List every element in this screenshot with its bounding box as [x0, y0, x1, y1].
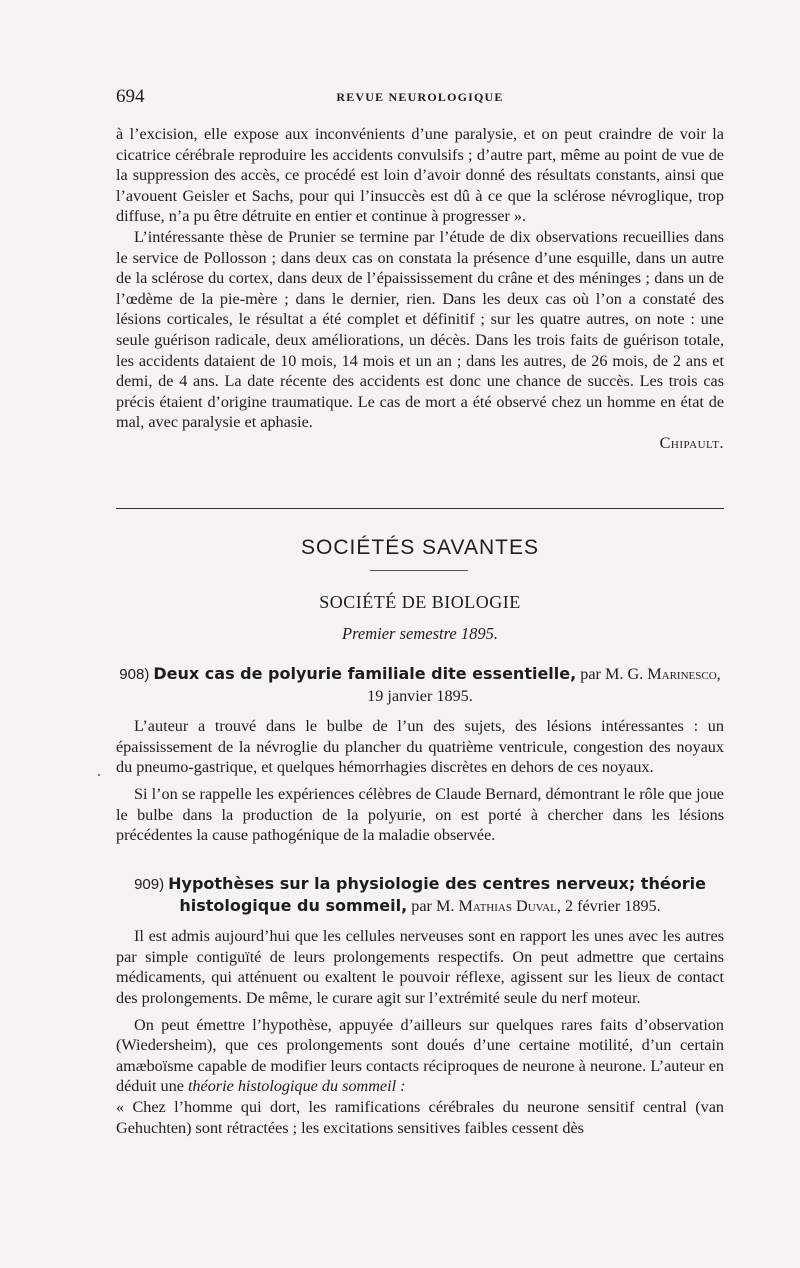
- entry-908-paragraph: L’auteur a trouvé dans le bulbe de l’un des sujets, des lésions intéressantes : un épaississement de la névroglie du plancher du quatrième ventricule, congestion des noyaux du pneumo-gastrique, et quelques hémorrhagies discrètes en dehors de ces noyaux.: [116, 717, 724, 777]
- entry-date: 2 février 1895.: [564, 896, 661, 915]
- entry-title: Deux cas de polyurie familiale dite essentielle,: [153, 664, 577, 683]
- entry-909-paragraph: [116, 1015, 724, 1097]
- semester-subheading: Premier semestre 1895.: [342, 624, 498, 643]
- entry-number: 908): [119, 666, 150, 683]
- page-number: 694: [116, 86, 145, 107]
- paragraph-text: On peut émettre l’hypothèse, appuyée d’ailleurs sur quelques rares faits d’observation (Wiedersheim), que ces prolongements sont doués d’une certaine motilité, d’un certain amæboïsme capable de modifier leurs contacts réciproques de neurone à neurone. L’auteur en déduit une: [116, 1015, 724, 1096]
- entry-908-paragraph: Si l’on se rappelle les expériences célèbres de Claude Bernard, démontrant le rôle que joue le bulbe dans la production de la polyurie, on est porté à chercher dans les lésions précédentes la cause pathogénique de la maladie observée.: [116, 784, 724, 845]
- entry-909-paragraph: Il est admis aujourd’hui que les cellules nerveuses sont en rapport les unes avec les autres par simple contiguïté de leurs prolongements respectifs. On peut admettre que certains médicaments, qui atténuent ou exaltent le pouvoir réflexe, agissent sur les lieux de contact des prolongements. De même, le curare agit sur l’extrémité seule du nerf moteur.: [116, 927, 724, 1007]
- entry-number: 909): [134, 876, 165, 893]
- entry-by: par M. G.: [580, 665, 644, 683]
- entry-909-heading: [116, 874, 724, 916]
- entry-908: [116, 664, 724, 846]
- entry-908-heading: [116, 664, 724, 706]
- emphasized-phrase: théorie histologique du sommeil :: [187, 1077, 406, 1096]
- continued-paragraph: à l’excision, elle expose aux inconvénients d’une paralysie, et on peut craindre de voir la cicatrice cérébrale reproduire les accidents convulsifs ; d’autre part, même au point de vue de la suppression des accès, ce procédé est loin d’avoir donné des résultats constants, ainsi que l’avouent Geisler et Sachs, pour qui l’insuccès est dû à ce que la sclérose névroglique, trop diffuse, n’a pu être détruite en entier et continue à progresser ».: [116, 125, 724, 226]
- scan-speck: [98, 774, 100, 776]
- section-title: SOCIÉTÉS SAVANTES: [301, 536, 539, 559]
- society-heading: SOCIÉTÉ DE BIOLOGIE: [319, 592, 521, 612]
- entry-909: [116, 874, 724, 1138]
- entry-by: par M.: [411, 896, 455, 915]
- section-divider: [116, 508, 724, 509]
- entry-date: 19 janvier 1895.: [367, 686, 473, 705]
- entry-author: Marinesco,: [647, 665, 721, 683]
- author-signature: Chipault.: [659, 433, 724, 452]
- prunier-thesis-paragraph: L’intéressante thèse de Prunier se termine par l’étude de dix observations recueillies dans le service de Pollosson ; dans deux cas on constata la présence d’une esquille, dans un autre de la sclérose du cortex, dans deux de l’épaississement du crâne et des méninges ; dans un de l’œdème de la pie-mère ; dans le dernier, rien. Dans les deux cas où l’on a constaté des lésions corticales, le résultat a été complet et définitif ; sur les quatre autres, on note : une seule guérison radicale, deux améliorations, un décès. Dans les trois faits de guérison totale, les accidents dataient de 10 mois, 14 mois et un an ; dans les autres, de 26 mois, de 2 ans et demi, de 4 ans. La date récente des accidents est donc une chance de succès. Les trois cas précis étaient d’origine traumatique. Le cas de mort a été observé chez un homme en état de mal, avec paralysie et aphasie.: [116, 227, 724, 432]
- entry-title: Hypothèses sur la physiologie des centres nerveux; théorie histologique du sommeil,: [168, 874, 706, 915]
- title-underline: [370, 570, 468, 571]
- page-header: [116, 86, 724, 112]
- entry-909-quote: « Chez l’homme qui dort, les ramifications cérébrales du neurone sensitif central (van Gehuchten) sont rétractées ; les excitations sensitives faibles cessent dès: [116, 1097, 724, 1137]
- entry-author: Mathias Duval,: [458, 896, 561, 915]
- running-title: REVUE NEUROLOGIQUE: [336, 90, 504, 104]
- continued-article: [116, 124, 724, 454]
